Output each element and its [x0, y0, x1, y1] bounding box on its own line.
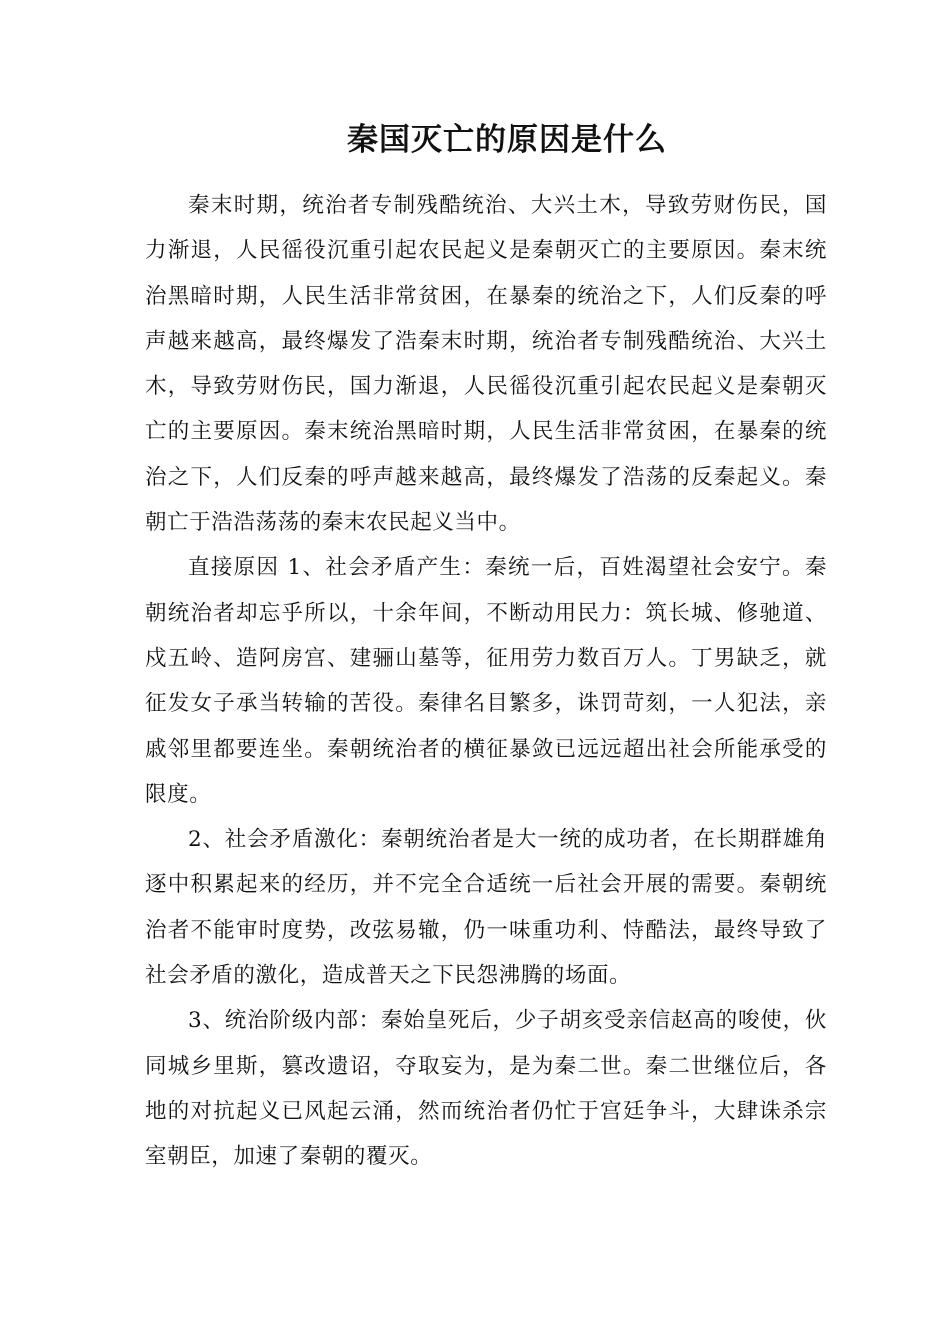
paragraph-intro: 秦末时期，统治者专制残酷统治、大兴土木，导致劳财伤民，国力渐退，人民徭役沉重引起农民起义是秦朝灭亡的主要原因。秦末统治黑暗时期，人民生活非常贫困，在暴秦的统治之下，人们反秦的呼声越来越高，最终爆发了浩秦末时期，统治者专制残酷统治、大兴土木，导致劳财伤民，国力渐退，人民徭役沉重引起农民起义是秦朝灭亡的主要原因。秦末统治黑暗时期，人民生活非常贫困，在暴秦的统治之下，人们反秦的呼声越来越高，最终爆发了浩荡的反秦起义。秦朝亡于浩浩荡荡的秦末农民起义当中。	[145, 193, 827, 536]
document-title: 秦国灭亡的原因是什么	[347, 122, 667, 158]
paragraph-cause-3: 3、统治阶级内部：秦始皇死后，少子胡亥受亲信赵高的唆使，伙同城乡里斯，篡改遗诏，夺取妄为，是为秦二世。秦二世继位后，各地的对抗起义已风起云涌，然而统治者仍忙于宫廷争斗，大肆诛杀宗室朝臣，加速了秦朝的覆灭。	[145, 1008, 827, 1170]
paragraph-cause-1: 直接原因 1、社会矛盾产生：秦统一后，百姓渴望社会安宁。秦朝统治者却忘乎所以，十余年间，不断动用民力：筑长城、修驰道、戍五岭、造阿房宫、建骊山墓等，征用劳力数百万人。丁男缺乏，就征发女子承当转输的苦役。秦律名目繁多，诛罚苛刻，一人犯法，亲戚邻里都要连坐。秦朝统治者的横征暴敛已远远超出社会所能承受的限度。	[145, 555, 827, 807]
paragraph-cause-2: 2、社会矛盾激化：秦朝统治者是大一统的成功者，在长期群雄角逐中积累起来的经历，并不完全合适统一后社会开展的需要。秦朝统治者不能审时度势，改弦易辙，仍一味重功利、恃酷法，最终导致了社会矛盾的激化，造成普天之下民怨沸腾的场面。	[145, 827, 827, 989]
document-body	[145, 183, 827, 1180]
